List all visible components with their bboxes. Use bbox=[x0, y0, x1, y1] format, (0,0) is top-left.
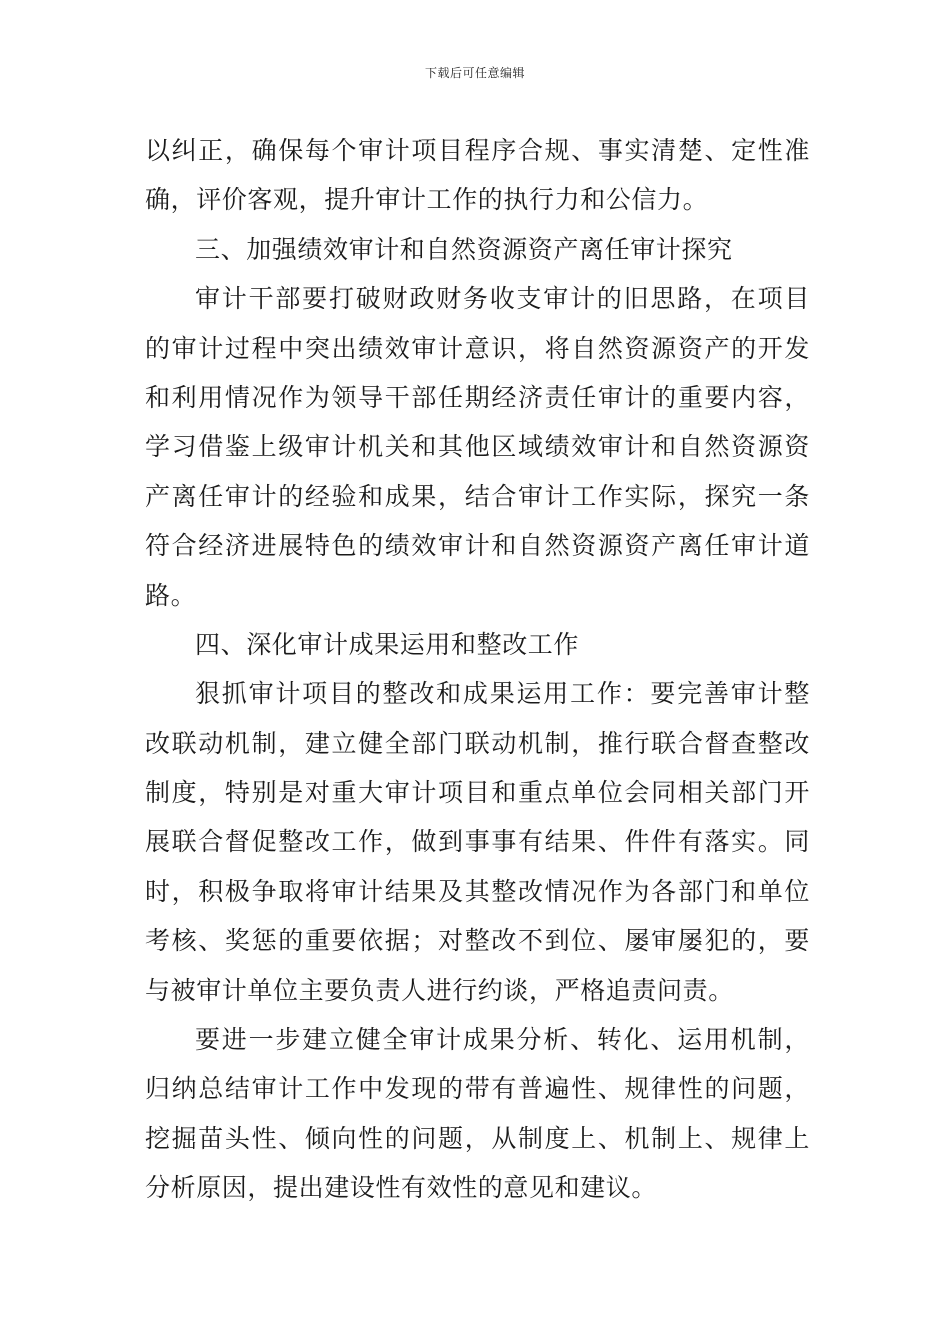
text-line: 要进一步建立健全审计成果分析、转化、运用机制， bbox=[195, 1025, 810, 1055]
text-line: 符合经济进展特色的绩效审计和自然资源资产离任审计道 bbox=[145, 531, 810, 561]
text-line: 的审计过程中突出绩效审计意识，将自然资源资产的开发 bbox=[145, 333, 810, 363]
text-line: 归纳总结审计工作中发现的带有普遍性、规律性的问题， bbox=[145, 1074, 810, 1104]
text-line: 挖掘苗头性、倾向性的问题，从制度上、机制上、规律上 bbox=[145, 1123, 810, 1153]
text-line: 以纠正，确保每个审计项目程序合规、事实清楚、定性准 bbox=[145, 136, 810, 165]
text-line: 四、深化审计成果运用和整改工作 bbox=[195, 629, 580, 659]
text-line: 与被审计单位主要负责人进行约谈，严格追责问责。 bbox=[145, 975, 734, 1005]
text-line: 和利用情况作为领导干部任期经济责任审计的重要内容， bbox=[145, 382, 810, 412]
text-line: 展联合督促整改工作，做到事事有结果、件件有落实。同 bbox=[145, 827, 810, 857]
text-line: 狠抓审计项目的整改和成果运用工作：要完善审计整 bbox=[195, 679, 810, 709]
text-line: 三、加强绩效审计和自然资源资产离任审计探究 bbox=[195, 234, 733, 264]
text-line: 学习借鉴上级审计机关和其他区域绩效审计和自然资源资 bbox=[145, 432, 810, 462]
text-line: 路。 bbox=[145, 580, 197, 610]
text-line: 产离任审计的经验和成果，结合审计工作实际，探究一条 bbox=[145, 481, 810, 511]
document-body bbox=[145, 126, 810, 1213]
text-line: 分析原因，提出建设性有效性的意见和建议。 bbox=[145, 1173, 658, 1203]
text-line: 确，评价客观，提升审计工作的执行力和公信力。 bbox=[145, 185, 709, 215]
text-line: 时，积极争取将审计结果及其整改情况作为各部门和单位 bbox=[145, 876, 810, 906]
text-line: 考核、奖惩的重要依据；对整改不到位、屡审屡犯的，要 bbox=[145, 926, 810, 956]
text-line: 改联动机制，建立健全部门联动机制，推行联合督查整改 bbox=[145, 728, 810, 758]
text-line: 制度，特别是对重大审计项目和重点单位会同相关部门开 bbox=[145, 778, 810, 808]
text-line: 审计干部要打破财政财务收支审计的旧思路，在项目 bbox=[195, 284, 810, 314]
page-header: 下载后可任意编辑 bbox=[424, 66, 525, 80]
